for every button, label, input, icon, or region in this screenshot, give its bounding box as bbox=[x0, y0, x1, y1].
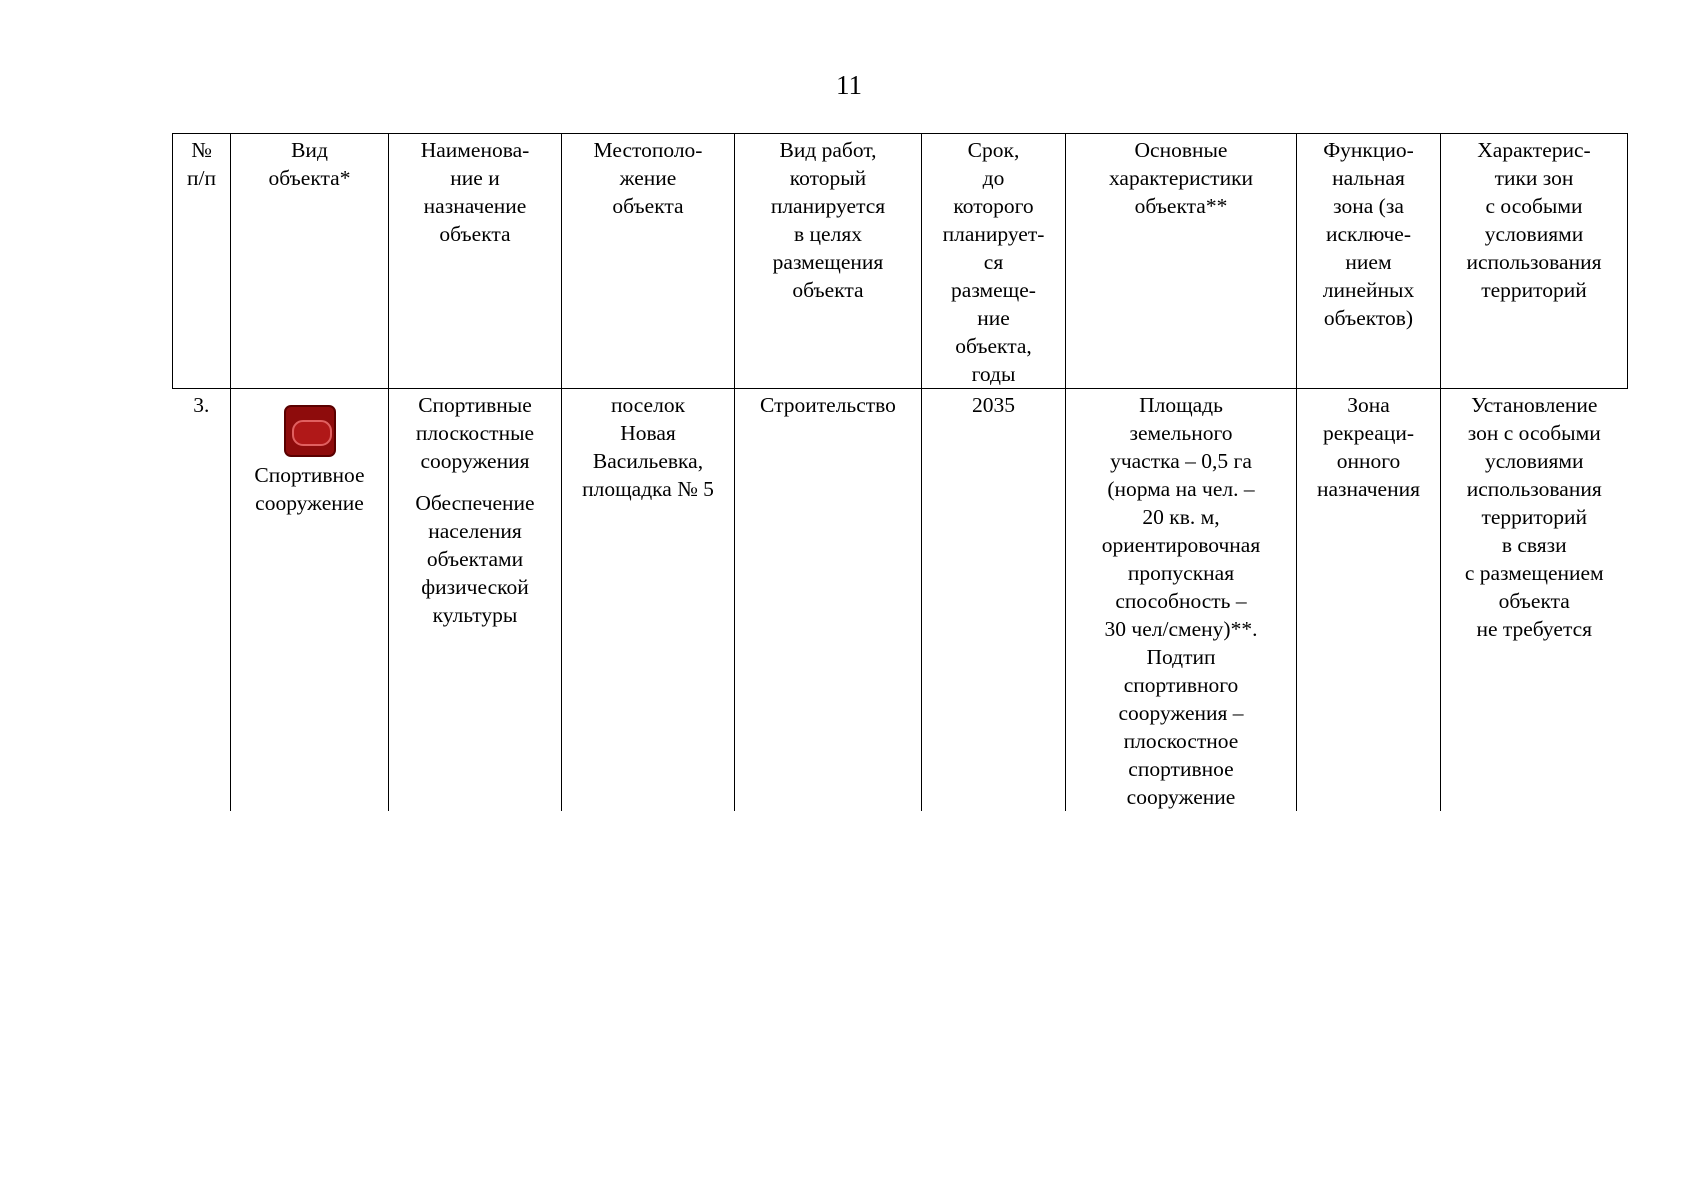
object-name bbox=[392, 391, 558, 475]
text-line: линейных bbox=[1322, 278, 1415, 302]
deadline-year: 2035 bbox=[972, 393, 1015, 417]
text-line: территорий bbox=[1481, 505, 1588, 529]
text-line: Вид bbox=[291, 138, 328, 162]
cell-characteristics bbox=[1066, 389, 1297, 812]
text-line: которого bbox=[953, 194, 1034, 218]
text-line: рекреаци- bbox=[1322, 421, 1414, 445]
text-line: ние bbox=[977, 306, 1010, 330]
text-line: сооружения bbox=[420, 449, 530, 473]
text-line: тики зон bbox=[1494, 166, 1574, 190]
text-line: Основные bbox=[1134, 138, 1228, 162]
text-line: нием bbox=[1345, 250, 1392, 274]
row-number: 3. bbox=[193, 393, 210, 417]
text-line: Спортивные bbox=[418, 393, 532, 417]
text-line: объекта bbox=[612, 194, 684, 218]
text-line: плоскостные bbox=[415, 421, 535, 445]
cell-deadline bbox=[922, 389, 1066, 812]
text-line: пропускная bbox=[1127, 561, 1235, 585]
text-line: назначения bbox=[1317, 477, 1420, 501]
object-type-label bbox=[234, 461, 385, 517]
cell-name-purpose bbox=[389, 389, 562, 812]
text-line: 30 чел/смену)**. bbox=[1104, 617, 1258, 641]
cell-functional-zone bbox=[1297, 389, 1441, 812]
text-line: Спортивное bbox=[254, 463, 365, 487]
text-line: условиями bbox=[1484, 222, 1584, 246]
header-object-type bbox=[231, 134, 389, 389]
header-deadline bbox=[922, 134, 1066, 389]
header-name-purpose bbox=[389, 134, 562, 389]
text-line: Новая bbox=[620, 421, 676, 445]
text-line: Зона bbox=[1347, 393, 1390, 417]
text-line: Установление bbox=[1471, 393, 1598, 417]
text-line: сооружение bbox=[1126, 785, 1236, 809]
text-line: характеристики bbox=[1108, 166, 1254, 190]
text-line: спортивное bbox=[1128, 757, 1234, 781]
text-line: в связи bbox=[1501, 533, 1567, 557]
text-line: спортивного bbox=[1123, 673, 1239, 697]
header-zone-restrictions bbox=[1441, 134, 1628, 389]
object-location bbox=[565, 391, 731, 503]
table-row bbox=[173, 389, 1628, 812]
text-line: годы bbox=[971, 362, 1016, 386]
text-line: объекта bbox=[439, 222, 511, 246]
text-line: зон с особыми bbox=[1467, 421, 1601, 445]
text-line: размеще- bbox=[951, 278, 1036, 302]
text-line: № bbox=[191, 138, 212, 162]
text-line: планирует- bbox=[942, 222, 1045, 246]
text-line: территорий bbox=[1481, 278, 1587, 302]
text-line: онного bbox=[1336, 449, 1401, 473]
text-line: Местополо- bbox=[593, 138, 703, 162]
object-characteristics bbox=[1069, 391, 1293, 811]
zone-restrictions bbox=[1444, 391, 1625, 643]
text-line: объекта** bbox=[1134, 194, 1228, 218]
text-line: Функцио- bbox=[1323, 138, 1414, 162]
text-line: сооружение bbox=[255, 491, 364, 515]
text-line: объектами bbox=[426, 547, 524, 571]
text-line: исключе- bbox=[1326, 222, 1411, 246]
text-line: Характерис- bbox=[1477, 138, 1591, 162]
cell-work-type bbox=[735, 389, 922, 812]
text-line: размещения bbox=[772, 250, 884, 274]
text-line: плоскостное bbox=[1123, 729, 1239, 753]
text-line: объекта, bbox=[955, 334, 1032, 358]
text-line: Вид работ, bbox=[779, 138, 877, 162]
text-line: физической bbox=[421, 575, 529, 599]
text-line: п/п bbox=[187, 166, 216, 190]
text-line: населения bbox=[428, 519, 522, 543]
text-line: поселок bbox=[610, 393, 686, 417]
text-line: назначение bbox=[423, 194, 527, 218]
text-line: Площадь bbox=[1139, 393, 1223, 417]
text-line: нальная bbox=[1332, 166, 1405, 190]
text-line: участка – 0,5 га bbox=[1110, 449, 1252, 473]
work-type: Строительство bbox=[760, 393, 896, 417]
text-line: Наименова- bbox=[420, 138, 530, 162]
header-row bbox=[173, 134, 1628, 389]
cell-zone-restrictions bbox=[1441, 389, 1628, 812]
object-purpose bbox=[392, 489, 558, 629]
text-line: сооружения – bbox=[1118, 701, 1244, 725]
text-line: не требуется bbox=[1476, 617, 1593, 641]
header-location bbox=[562, 134, 735, 389]
text-line: использования bbox=[1466, 477, 1602, 501]
text-line: Васильевка, bbox=[592, 449, 704, 473]
text-line: объекта bbox=[792, 278, 864, 302]
text-line: объектов) bbox=[1323, 306, 1414, 330]
text-line: с размещением bbox=[1464, 561, 1604, 585]
text-line: использования bbox=[1466, 250, 1602, 274]
text-line: Подтип bbox=[1146, 645, 1216, 669]
text-line: площадка № 5 bbox=[582, 477, 714, 501]
text-line: который bbox=[789, 166, 867, 190]
page-number: 11 bbox=[836, 70, 862, 100]
text-line: 20 кв. м, bbox=[1142, 505, 1220, 529]
text-line: условиями bbox=[1485, 449, 1584, 473]
text-line: объекта* bbox=[268, 166, 351, 190]
text-line: Срок, bbox=[967, 138, 1020, 162]
text-line: с особыми bbox=[1485, 194, 1583, 218]
functional-zone bbox=[1300, 391, 1437, 503]
cell-number bbox=[173, 389, 231, 812]
text-line: до bbox=[982, 166, 1005, 190]
text-line: ориентировочная bbox=[1101, 533, 1261, 557]
header-number bbox=[173, 134, 231, 389]
cell-object-type bbox=[231, 389, 389, 812]
objects-table bbox=[172, 133, 1628, 811]
text-line: ние и bbox=[450, 166, 500, 190]
text-line: способность – bbox=[1115, 589, 1247, 613]
text-line: зона (за bbox=[1333, 194, 1404, 218]
text-line: в целях bbox=[794, 222, 862, 246]
sport-facility-icon bbox=[284, 405, 336, 457]
header-functional-zone bbox=[1297, 134, 1441, 389]
cell-location bbox=[562, 389, 735, 812]
text-line: культуры bbox=[432, 603, 518, 627]
text-line: Обеспечение bbox=[415, 491, 535, 515]
text-line: (норма на чел. – bbox=[1107, 477, 1255, 501]
header-characteristics bbox=[1066, 134, 1297, 389]
text-line: жение bbox=[619, 166, 677, 190]
text-line: земельного bbox=[1129, 421, 1233, 445]
text-line: планируется bbox=[770, 194, 886, 218]
text-line: объекта bbox=[1498, 589, 1570, 613]
text-line: ся bbox=[983, 250, 1004, 274]
header-work-type bbox=[735, 134, 922, 389]
